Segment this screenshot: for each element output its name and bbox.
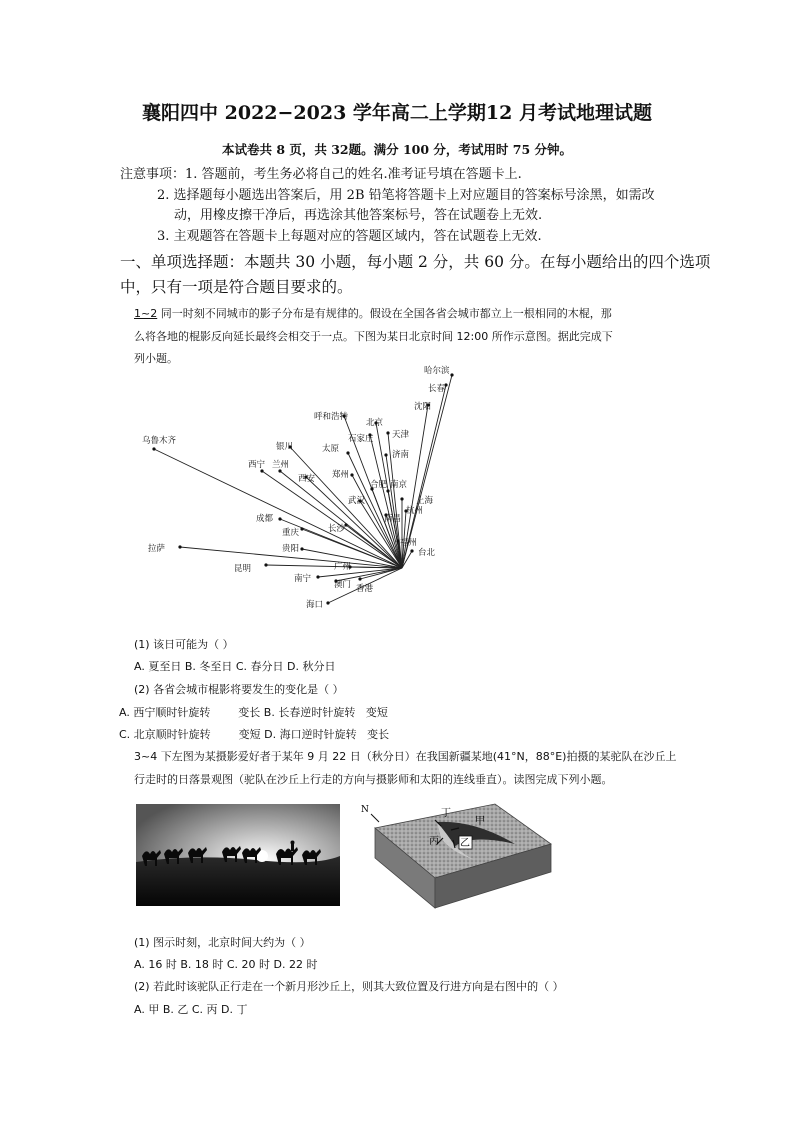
- city-label: 天津: [392, 430, 410, 440]
- q2-stem: (2) 各省会城市棍影将要发生的变化是（ ）: [134, 683, 344, 696]
- city-point: [152, 447, 155, 450]
- city-label: 澳门: [334, 580, 352, 590]
- notice-item-3: 3. 主观题答在答题卡上每题对应的答题区域内，答在试题卷上无效.: [157, 229, 542, 244]
- city-label: 香港: [356, 584, 374, 594]
- q3-stem: (1) 图示时刻，北京时间大约为（ ）: [134, 936, 311, 949]
- shadow-line: [318, 568, 402, 577]
- shadow-direction-map: [130, 365, 480, 615]
- city-label: 南宁: [294, 574, 312, 584]
- sunset-camel-photo: [136, 804, 340, 906]
- city-point: [300, 527, 303, 530]
- city-label: 南昌: [384, 514, 402, 524]
- page-title: 襄阳四中 2022−2023 学年高二上学期12 月考试地理试题: [142, 102, 652, 124]
- city-point: [346, 451, 349, 454]
- city-label: 长春: [428, 384, 446, 394]
- city-label: 海口: [306, 600, 324, 610]
- city-point: [384, 453, 387, 456]
- label-yi: 乙: [460, 838, 470, 849]
- q2-options-cd: C. 北京顺时针旋转 变短 D. 海口逆时针旋转 变长: [119, 728, 390, 741]
- q4-options: A. 甲 B. 乙 C. 丙 D. 丁: [134, 1003, 248, 1016]
- city-point: [178, 545, 181, 548]
- city-label: 福州: [400, 538, 418, 548]
- q34-intro-line2: 行走时的日落景观图（驼队在沙丘上行走的方向与摄影师和太阳的连线垂直）。读图完成下列小题。: [134, 773, 613, 786]
- city-label: 呼和浩特: [314, 412, 349, 422]
- city-label: 南京: [390, 480, 408, 490]
- city-label: 兰州: [272, 460, 290, 470]
- city-point: [326, 601, 329, 604]
- city-point: [358, 577, 361, 580]
- city-label: 长沙: [328, 524, 346, 534]
- city-label: 昆明: [234, 564, 252, 574]
- notice-head: 注意事项：1. 答题前，考生务必将自己的姓名.准考证号填在答题卡上.: [120, 167, 522, 182]
- exam-info: 本试卷共 8 页，共 32题。满分 100 分，考试用时 75 分钟。: [221, 142, 573, 157]
- city-label: 济南: [392, 450, 410, 460]
- city-label: 西安: [298, 474, 316, 484]
- q2-options-ab: A. 西宁顺时针旋转 变长 B. 长春逆时针旋转 变短: [119, 706, 388, 719]
- city-label: 沈阳: [414, 402, 432, 412]
- q12-intro-line3: 列小题。: [134, 352, 178, 365]
- notice-item-2a: 2. 选择题每小题选出答案后，用 2B 铅笔将答题卡上对应题目的答案标号涂黑，如需改: [157, 188, 655, 203]
- city-label: 重庆: [282, 528, 300, 538]
- city-point: [350, 473, 353, 476]
- city-label: 银川: [276, 442, 294, 452]
- label-ding: 丁: [441, 808, 451, 819]
- city-label: 石家庄: [348, 434, 374, 444]
- north-label: N: [361, 805, 369, 815]
- q4-stem: (2) 若此时该驼队正行走在一个新月形沙丘上，则其大致位置及行进方向是右图中的（ ）: [134, 980, 564, 993]
- q1-stem: (1) 该日可能为（ ）: [134, 638, 234, 651]
- q12-intro-line1: [134, 305, 612, 321]
- label-jia: 甲: [475, 816, 485, 827]
- city-label: 武汉: [348, 496, 366, 506]
- crescent-dune-diagram: [355, 800, 555, 912]
- city-point: [386, 431, 389, 434]
- label-bing: 丙: [429, 836, 439, 847]
- city-point: [450, 373, 453, 376]
- section-heading-line2: 中，只有一项是符合题目要求的。: [120, 278, 353, 296]
- section-heading-line1: 一、单项选择题：本题共 30 小题，每小题 2 分，共 60 分。在每小题给出的四个选项: [120, 253, 711, 271]
- q12-intro-line2: 么将各地的棍影反向延长最终会相交于一点。下图为某日北京时间 12:00 所作示意图。据此完成下: [134, 330, 613, 343]
- shadow-line: [360, 568, 402, 579]
- shadow-line: [302, 529, 402, 568]
- city-point: [400, 497, 403, 500]
- city-label: 广州: [334, 562, 352, 572]
- city-label: 西宁: [248, 460, 266, 470]
- city-label: 贵阳: [282, 544, 300, 554]
- city-label: 合肥: [370, 480, 388, 490]
- city-point: [264, 563, 267, 566]
- city-label: 台北: [418, 548, 436, 558]
- city-label: 郑州: [332, 470, 350, 480]
- city-label: 上海: [416, 496, 434, 506]
- city-point: [278, 517, 281, 520]
- city-label: 乌鲁木齐: [142, 436, 177, 446]
- city-label: 杭州: [406, 506, 424, 516]
- q3-options: A. 16 时 B. 18 时 C. 20 时 D. 22 时: [134, 958, 318, 971]
- city-label: 成都: [256, 514, 274, 524]
- city-point: [410, 549, 413, 552]
- city-label: 太原: [322, 444, 340, 454]
- notice-item-2b: 动，用橡皮擦干净后，再选涂其他答案标号，答在试题卷上无效.: [174, 208, 543, 223]
- q1-options: A. 夏至日 B. 冬至日 C. 春分日 D. 秋分日: [134, 660, 336, 673]
- north-arrow: [371, 814, 379, 822]
- q34-intro-line1: 3~4 下左图为某摄影爱好者于某年 9 月 22 日（秋分日）在我国新疆某地(41°N，88°E)拍摄的某驼队在沙丘上: [134, 750, 677, 763]
- city-label: 北京: [366, 418, 384, 428]
- city-label: 拉萨: [148, 544, 166, 554]
- city-point: [300, 547, 303, 550]
- city-label: 哈尔滨: [424, 366, 450, 376]
- city-point: [316, 575, 319, 578]
- q12-number: 1~2: [134, 307, 158, 320]
- q12-intro-text1: 同一时刻不同城市的影子分布是有规律的。假设在全国各省会城市都立上一根相同的木棍，那: [157, 307, 612, 320]
